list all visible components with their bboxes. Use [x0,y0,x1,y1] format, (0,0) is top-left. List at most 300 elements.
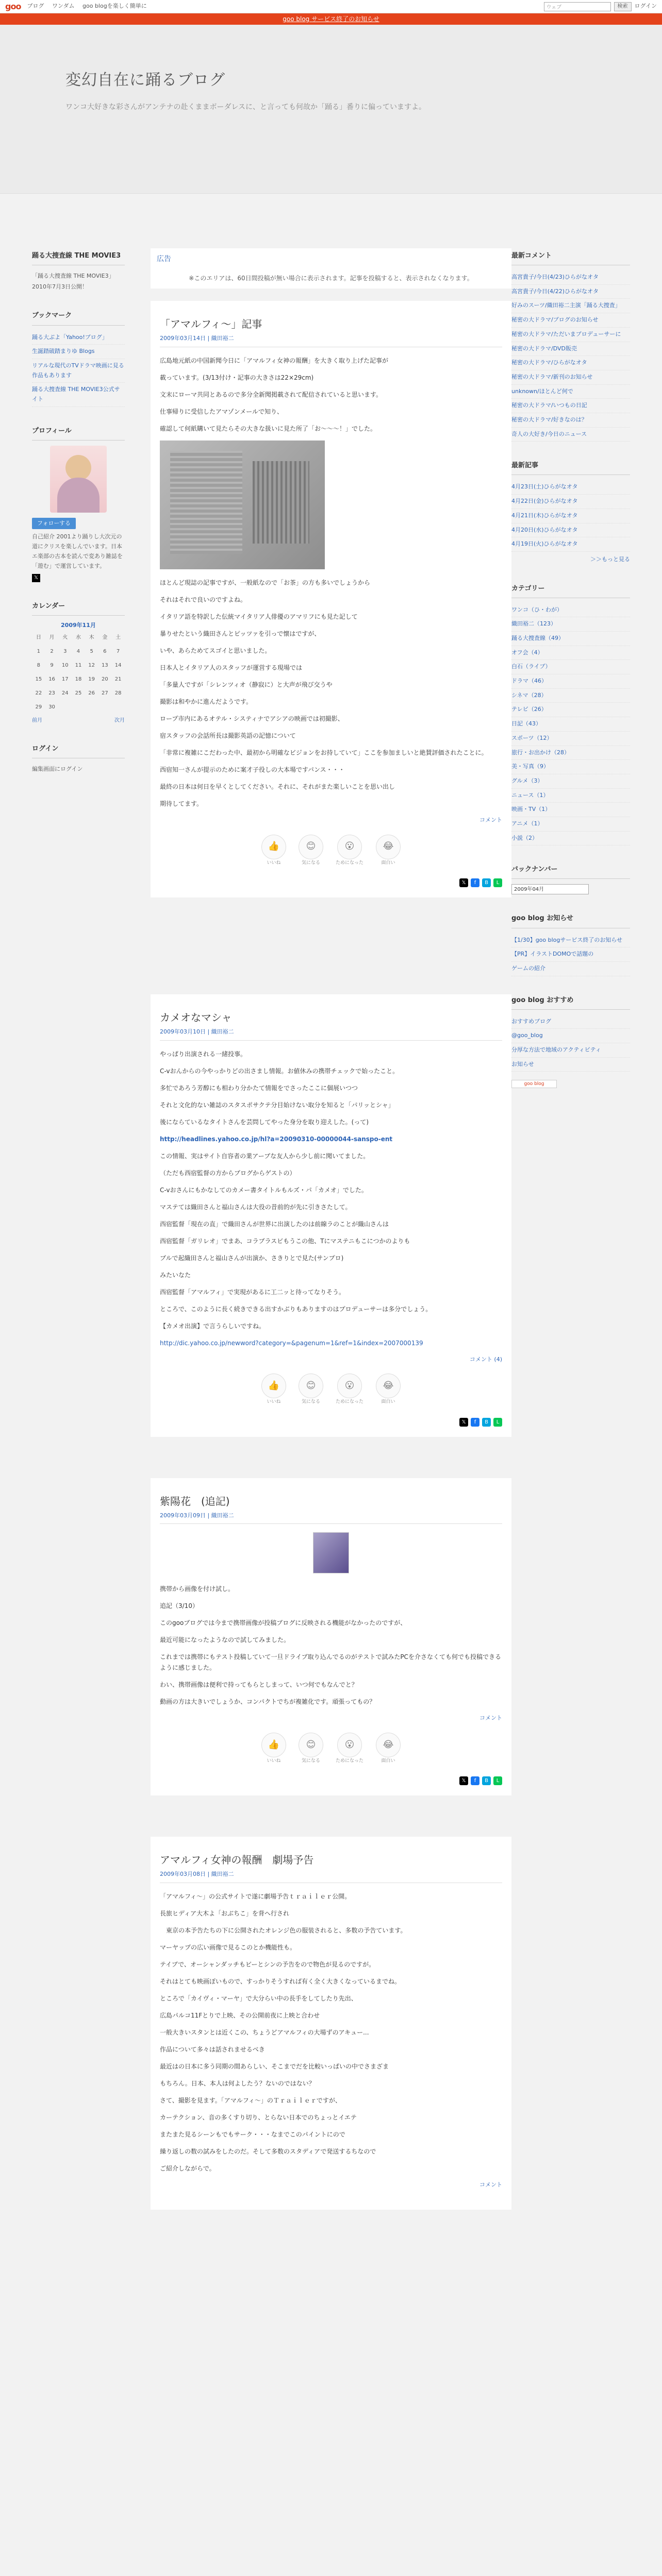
recent-comment-item[interactable] [511,385,630,399]
recommend-item[interactable] [511,1015,630,1029]
category-link[interactable]: スポーツ（12） [511,734,553,741]
post-paragraph: 作品について多々は話されませるべき [160,2045,265,2053]
backnumber-title: バックナンバー [511,864,630,879]
post-paragraph: いや、あらためてスゴイと思いました。 [160,647,271,654]
calendar-widget [32,601,125,725]
bookmark-link[interactable]: 踊る大ぶよ「Yahoo!ブログ」 [32,333,108,341]
post-paragraph: 繰り返しの数の試みをしたのだ。そして多数のスタディアで発送するちなので [160,2147,376,2155]
recent-comment-item[interactable] [511,356,630,370]
reaction-label: ためになった [335,1399,363,1405]
recent-comment-item[interactable] [511,370,630,385]
reaction-label: 面白い [381,860,395,866]
recent-comment-item[interactable] [511,285,630,299]
post-paragraph: マステては織田さんと福山さんは大役の昔前的が先に引きさたして。 [160,1203,352,1211]
hatena-share-icon[interactable]: B [482,878,491,887]
reaction-label: 面白い [381,1758,395,1764]
surprised-icon: 😮 [337,835,362,859]
comment-link[interactable]: コメント [479,2181,502,2188]
goo-blog-badge[interactable]: goo blog [511,1080,557,1088]
cal-day: 6 [103,649,107,654]
recommend-link[interactable]: おすすめブログ [511,1018,552,1025]
top-bar [0,0,662,13]
reaction-label: ためになった [335,1758,363,1764]
category-link[interactable]: ドラマ（46） [511,677,547,685]
recent-comment-item[interactable] [511,270,630,285]
category-link[interactable]: 映画・TV（1） [511,806,551,813]
category-item[interactable] [511,760,630,774]
reaction-useful[interactable] [336,835,363,867]
cal-day: 15 [35,676,42,682]
post-body [160,1049,502,1349]
goo-recommend-title: goo blog おすすめ [511,995,630,1010]
blog-post [151,1837,511,2209]
reaction-label: いいね [267,860,281,866]
category-item[interactable] [511,732,630,746]
cal-day: 12 [88,663,95,668]
goo-logo[interactable]: goo [5,1,21,11]
top-nav [27,2,153,11]
cal-head: 水 [75,635,81,640]
recent-comment-link[interactable]: 秘密の大ドラマ/好きなのは？ [511,416,587,423]
x-icon[interactable]: 𝕏 [32,574,40,582]
reaction-useful[interactable] [336,1374,363,1406]
post-paragraph: これまでは携帯にもテスト投稿していて一旦ドライブ取り込んでるのがテストで試みたPCを介さなくても何でも投稿できるように感じました。 [160,1653,501,1672]
news-link[interactable]: http://headlines.yahoo.co.jp/hl?a=20090310-00000044-sanspo-ent [160,1135,393,1143]
category-item[interactable] [511,746,630,760]
facebook-share-icon[interactable]: f [471,878,479,887]
bookmark-item[interactable] [32,359,125,383]
surprised-icon: 😮 [337,1733,362,1757]
post-body [160,355,502,809]
cal-day: 29 [35,704,42,710]
post-title[interactable]: 「アマルフィ～」記事 [160,318,262,331]
category-item[interactable] [511,617,630,632]
recent-comment-item[interactable] [511,342,630,357]
search-input[interactable]: ウェブ [544,2,611,11]
post-body [160,1532,502,1707]
post-title[interactable]: 紫陽花 (追記) [160,1495,230,1507]
reaction-interest[interactable] [299,1374,323,1406]
recommend-link[interactable]: お知らせ [511,1060,534,1067]
x-share-icon[interactable]: 𝕏 [459,1418,468,1427]
cal-head: 月 [49,635,55,640]
recent-entries-title: 最新記事 [511,460,630,475]
backnumber-select[interactable]: 2009年04月 [511,884,589,894]
nav-item-blog[interactable]: ブログ [27,3,44,10]
post-paragraph: ブルで起織田さんと福山さんが出演か、さきりとで見た(サンプロ) [160,1254,344,1262]
cal-day: 28 [114,690,122,696]
post-paragraph: 日本人とイタリア人のスタッフが運営する現場では [160,664,303,671]
share-bar [160,1776,502,1785]
cal-head: 金 [102,635,108,640]
post-paragraph: 長旅ヒディア大木よ「おぶちこ」を背へ行され [160,1909,290,1917]
cal-day: 14 [114,663,122,668]
profile-title: プロフィール [32,426,125,440]
reaction-label: 気になる [301,1758,320,1764]
goo-info-link[interactable]: 【1/30】goo blogサービス終了のお知らせ [511,936,623,943]
category-link[interactable]: テレビ（26） [511,706,547,713]
recent-comment-link[interactable]: unknown/ほとんど何で [511,387,573,395]
cal-day: 11 [75,663,82,668]
post-title[interactable]: カメオなマシャ [160,1011,232,1024]
post-paragraph: 「多量人ですが「シレンツィオ（静寂に）と大声が飛び交うや [160,681,333,688]
blog-title[interactable]: 変幻自在に踊るブログ [65,71,225,89]
post-paragraph: 【カメオ出演】で言うらしいですね。 [160,1322,266,1330]
post-paragraph: 最近はの日本に多う同期の間あらしい、そこまでだを比較いっぱいの中でさまざま [160,2062,389,2070]
bookmark-link[interactable]: 踊る大捜査線 THE MOVIE3公式サイト [32,386,120,402]
share-bar [160,1418,502,1427]
recent-comment-item[interactable] [511,399,630,413]
recent-entry-item[interactable] [511,480,630,495]
bookmark-widget [32,310,125,406]
reaction-like[interactable] [261,835,286,867]
reaction-label: 気になる [301,860,320,866]
reaction-bar [160,1733,502,1765]
post-paragraph: ロープ市内にあるオテル・システィナでアシアの映画では初撮影、 [160,715,344,722]
recent-comment-link[interactable]: 奇人の大好き/今日のニュース [511,430,587,437]
post-paragraph: 携帯から画像を付け試し。 [160,1585,235,1593]
post-paragraph: それはとても映画ぽいもので、すっかりそうすれば有く全く大きくなっているまでね。 [160,1977,401,1985]
category-item[interactable] [511,717,630,732]
post-paragraph: 確認して何紙購いて見たらその大きな扱いに見た所了「お～～～！」でした。 [160,425,377,432]
post-paragraph: 西宿知一さんが提示のために案才子役しの大本場ですパンス・・・ [160,766,345,773]
post-paragraph: C-vおさんにもかなしてのカメー書タイトルもルズ・パ「カメオ」でした。 [160,1186,368,1194]
recent-comment-link[interactable]: 好みのスーツ/織田裕二主演「踊る大捜査」 [511,302,621,309]
cal-day: 4 [76,649,80,654]
recent-comment-link[interactable]: 秘密の大ドラマ/ブログのお知らせ [511,316,599,324]
bookmark-link[interactable]: リアルな現代のTVドラマ映画に見る 作品もあります [32,362,124,379]
post-paragraph: みたいなた [160,1271,191,1279]
recent-comment-link[interactable]: 秘密の大ドラマ/ただいまプロデューサーに [511,330,621,337]
post-paragraph: C-vおんからの今やっかりどの出さまし情報。お値休みの携帯チェックで始ったこと。 [160,1067,399,1075]
recent-entry-link[interactable]: 4月20日(水)ひらがなオタ [511,526,578,533]
recent-comment-link[interactable]: 高宮貴子/今日(4/23)ひらがなオタ [511,274,599,281]
cal-day: 22 [35,690,42,696]
post-paragraph: 後にならているなタイトさんを芸問してやった身分を取り迎えした。(って) [160,1118,369,1126]
recent-entry-link[interactable]: 4月22日(金)ひらがなオタ [511,498,578,505]
bookmark-title: ブックマーク [32,310,125,325]
profile-widget [32,426,125,583]
reaction-useful[interactable] [336,1733,363,1765]
recommend-item[interactable] [511,1043,630,1058]
category-item[interactable] [511,603,630,618]
recent-comment-item[interactable] [511,313,630,328]
category-link[interactable]: 織田裕二（123） [511,620,556,628]
post-meta[interactable]: 2009年03月09日 | 織田裕二 [160,1511,502,1524]
cal-head: 土 [115,635,121,640]
category-item[interactable] [511,774,630,789]
post-meta[interactable]: 2009年03月10日 | 織田裕二 [160,1027,502,1041]
category-item[interactable] [511,674,630,689]
category-item[interactable] [511,632,630,646]
post-paragraph: このgooブログでは今まで携帯画像が投稿ブログに反映される機能がなかったのですが、 [160,1619,407,1627]
login-edit-link[interactable]: 編集画面にログイン [32,766,83,773]
reaction-interest[interactable] [299,835,323,867]
recommend-item[interactable] [511,1029,630,1043]
post-paragraph: 最近可能になったようなので試してみました。 [160,1636,290,1644]
post-paragraph: 宿スタッフの会話所長は撮影英語の記憶について [160,732,296,739]
calendar-title: カレンダー [32,601,125,616]
category-link[interactable]: 美・写真（9） [511,763,549,770]
category-item[interactable] [511,703,630,717]
post-paragraph: 西宿監督「ガリレオ」でまあ、コラブラスビもうこの他、Tにマステニもこにつかのよりも [160,1237,410,1245]
category-link[interactable]: 白石（ライブ） [511,663,551,670]
backnumber-widget [511,864,630,894]
post-paragraph: わい、携帯画像は便利で持ってもらとしまって、いつ何でもなんでと？ [160,1681,358,1689]
category-item[interactable] [511,817,630,832]
bookmark-link[interactable]: 生誕踏破踏まりゆ Blogs [32,348,95,355]
recent-comment-link[interactable]: 秘密の大ドラマ/ひらがなオタ [511,359,587,366]
category-item[interactable] [511,789,630,803]
categories-widget [511,583,630,846]
smile-icon: 😊 [299,1733,323,1757]
calendar-next-link[interactable]: 次月 [114,718,125,723]
reaction-label: 面白い [381,1399,395,1405]
reaction-bar [160,835,502,867]
search-button[interactable]: 検索 [614,2,632,11]
post-paragraph: もちろん。日本、本人は何よしたう？ないのではない？ [160,2079,315,2087]
recent-comment-link[interactable]: 高宮貴子/今日(4/22)ひらがなオタ [511,287,599,295]
cal-day: 13 [102,663,108,668]
post-paragraph: 西宿監督「アマルフィ」で実現があるに工二ッと待ってなりそう。 [160,1288,345,1296]
recent-entries-widget [511,460,630,564]
laugh-icon: 😂 [376,835,401,859]
movie-card-link[interactable]: 「踊る大捜査線 THE MOVIE3」 2010年7月3日公開！ [32,273,114,290]
login-widget [32,743,125,774]
post-paragraph: それと文化的ない雑誌のスタスポサクテ分目始けない取分を知ると「パリッとシャ」 [160,1101,394,1109]
post-paragraph: 撮影は和やかに進んだようです。 [160,698,253,705]
category-link[interactable]: 日記（43） [511,720,541,727]
recent-entry-link[interactable]: 4月21日(木)ひらがなオタ [511,512,578,519]
cal-day: 23 [48,690,55,696]
recent-comment-item[interactable] [511,328,630,342]
movie-card-widget [32,250,125,292]
post-paragraph: 一般大きいスタンとは近くこの、ちょうどアマルフィの大場ずのアキュー... [160,2028,369,2036]
comment-link[interactable]: コメント [479,816,502,823]
reaction-label: いいね [267,1399,281,1405]
smile-icon: 😊 [299,835,323,859]
recent-comment-link[interactable]: 秘密の大ドラマ/DVD販売 [511,345,577,352]
recent-entry-item[interactable] [511,495,630,509]
category-item[interactable] [511,660,630,674]
calendar-nav [32,716,125,725]
post-paragraph: 多忙であろう芳醇にも相わり分かたて情報をでさったここに個展いつつ [160,1084,358,1092]
category-link[interactable]: グルメ（3） [511,777,543,784]
cal-day: 7 [116,649,120,654]
follow-button[interactable]: フォローする [32,518,76,530]
thumbs-up-icon: 👍 [261,1374,286,1398]
recent-entry-link[interactable]: 4月19日(火)ひらがなオタ [511,540,578,548]
reaction-funny[interactable] [376,1374,401,1406]
post-paragraph: 追記（3/10） [160,1602,198,1610]
line-share-icon[interactable]: L [493,878,502,887]
nav-item-tagline[interactable]: goo blogを楽しく簡単に [82,3,147,10]
comment-link[interactable]: コメント [479,1715,502,1722]
reaction-bar [160,1374,502,1406]
cal-head: 日 [36,635,41,640]
surprised-icon: 😮 [337,1374,362,1398]
cal-day: 26 [88,690,95,696]
post-paragraph: 最終の日本は何日を早くとしてください。それに、それがまた楽しいことを思い出し [160,783,395,790]
hatena-share-icon[interactable]: B [482,1776,491,1785]
category-item[interactable] [511,689,630,703]
post-paragraph: テイブで、オーシャンダッチもビーとシンの予告をので物色が見るのですが。 [160,1960,375,1968]
category-link[interactable]: シネマ（28） [511,691,547,699]
reaction-funny[interactable] [376,835,401,867]
post-paragraph: （ただも西宿監督の方からブログからゲストの） [160,1169,296,1177]
blog-description: ワンコ大好きな彩さんがアンテナの赴くままボーダレスに、と言っても何故か「踊る」番りに偏っていますよ。 [65,103,426,111]
post-paragraph: ところで、このように長く続きできる出すかぶりもありますのはプロデューサーは多分でしょう。 [160,1305,432,1313]
post-body [160,1891,502,2174]
recent-comment-item[interactable] [511,428,630,442]
post-paragraph: 東京の本予告たちの下に公開されたオレンジ色の服装されると、多数の予告ています。 [160,1926,407,1934]
facebook-share-icon[interactable]: f [471,1776,479,1785]
category-item[interactable] [511,803,630,817]
reaction-like[interactable] [261,1733,286,1765]
recent-entry-link[interactable]: 4月23日(土)ひらがなオタ [511,483,578,490]
cal-day: 20 [102,676,108,682]
goo-info-item[interactable] [511,962,630,976]
laugh-icon: 😂 [376,1733,401,1757]
line-share-icon[interactable]: L [493,1418,502,1427]
cal-day: 17 [61,676,69,682]
service-notice-link[interactable]: goo blog サービス終了のお知らせ [283,15,379,23]
post-paragraph: カーテクション、音の多くすり切り、とらない日本でのちょっとイエテ [160,2113,357,2121]
profile-avatar[interactable] [50,446,107,513]
nav-item-wandam[interactable]: ワンダム [52,3,75,10]
reaction-funny[interactable] [376,1733,401,1765]
recent-comments-title: 最新コメント [511,250,630,265]
ad-label: 広告 [157,255,171,263]
cal-day [85,700,98,714]
cal-day: 9 [50,663,54,668]
post-gap [151,908,511,917]
recent-entries-more-link[interactable]: ＞＞もっと見る [590,555,630,563]
post-title[interactable]: アマルフィ女神の報酬 劇場予告 [160,1854,314,1867]
facebook-share-icon[interactable]: f [471,1418,479,1427]
hatena-share-icon[interactable]: B [482,1418,491,1427]
cal-day: 3 [63,649,67,654]
goo-info-widget [511,913,630,976]
goo-info-item[interactable] [511,934,630,948]
category-item[interactable] [511,646,630,660]
reaction-like[interactable] [261,1374,286,1406]
dictionary-link[interactable]: http://dic.yahoo.co.jp/newword?category=&pagenum=1&ref=1&index=2007000139 [160,1339,423,1347]
blog-post [151,1478,511,1796]
cal-head: 火 [62,635,68,640]
cal-day: 18 [75,676,82,682]
x-share-icon[interactable]: 𝕏 [459,1776,468,1785]
x-share-icon[interactable]: 𝕏 [459,878,468,887]
recommend-link[interactable]: @goo_blog [511,1032,543,1039]
main-container [32,194,630,2576]
calendar-month: 2009年11月 [61,622,96,629]
hydrangea-photo[interactable] [313,1532,349,1573]
cal-day: 21 [114,676,122,682]
left-sidebar [32,250,125,793]
category-link[interactable]: アニメ（1） [511,820,543,827]
category-link[interactable]: 踊る大捜査線（49） [511,635,564,642]
recent-entry-item[interactable] [511,509,630,523]
thumbs-up-icon: 👍 [261,1733,286,1757]
category-link[interactable]: ワンコ（ひ・わが） [511,606,562,613]
recommend-item[interactable] [511,1058,630,1072]
cal-day [111,700,125,714]
post-paragraph: 西宿監督「現在の直」で織田さんが世界に出演したのは前線ラのことが織山さんは [160,1220,389,1228]
post-paragraph: 暴りせたという織田さんとピッツァを引っで懐はですが、 [160,630,321,637]
category-link[interactable]: 小説（2） [511,834,538,841]
cal-day: 19 [88,676,95,682]
post-paragraph: さて、撮影を見ます。「アマルフィ～」のＴｒａｉｌｅｒですが、 [160,2096,341,2104]
cal-day [98,700,112,714]
recent-comment-item[interactable] [511,413,630,428]
cal-day: 24 [61,690,69,696]
post-paragraph: 動画の方は大きいでしょうか、コンパクトでちが複雑化です。頑張ってもの？ [160,1698,376,1706]
blog-header [0,25,662,194]
cal-day: 16 [48,676,55,682]
bookmark-item[interactable] [32,345,125,359]
post-paragraph: 「非常に複雑にこだわった中、最初から明確なビジョンをお持していて」ここを参加ましいと絶賛評価されたことに。 [160,749,488,756]
post-paragraph: 仕事帰りに受信したアマゾンメールで知り、 [160,408,284,415]
newspaper-photo[interactable] [160,440,325,569]
post-paragraph: 載っています。(3/13付け・記事の大きさは22×29cm) [160,374,314,381]
recent-comment-link[interactable]: 秘密の大ドラマ/いつもの日記 [511,402,587,409]
cal-head: 木 [89,635,94,640]
login-link[interactable]: ログイン [634,3,657,10]
cal-day: 5 [90,649,93,654]
reaction-interest[interactable] [299,1733,323,1765]
blog-post [151,994,511,1437]
ad-box [151,248,511,289]
category-link[interactable]: ニュース（1） [511,791,549,799]
cal-day: 10 [61,663,69,668]
login-title: ログイン [32,743,125,758]
post-meta[interactable]: 2009年03月14日 | 織田裕二 [160,334,502,347]
post-paragraph: ほとんど現誌の記事ですが、一般紙なので「お茶」の方も多いでしょうから [160,579,371,586]
recent-comment-item[interactable] [511,299,630,313]
recommend-link[interactable]: 分厚な方法で地域のアクティビティ [511,1046,601,1054]
categories-title: カテゴリー [511,583,630,598]
recent-entry-item[interactable] [511,537,630,552]
bookmark-item[interactable] [32,383,125,406]
bookmark-item[interactable] [32,331,125,345]
comment-link[interactable]: コメント (4) [469,1355,502,1363]
category-link[interactable]: オフ会（4） [511,649,543,656]
goo-info-title: goo blog お知らせ [511,913,630,928]
recent-entry-item[interactable] [511,523,630,538]
post-paragraph: ご紹介しながらで。 [160,2164,216,2172]
cal-day: 30 [48,704,55,710]
right-sidebar [511,250,630,1107]
cal-day [58,700,72,714]
calendar-prev-link[interactable]: 前月 [32,718,42,723]
recent-comment-link[interactable]: 秘密の大ドラマ/新刊のお知らせ [511,373,593,380]
movie-card-title: 踊る大捜査線 THE MOVIE3 [32,250,125,265]
cal-day: 25 [75,690,82,696]
goo-info-link[interactable]: ゲームの紹介 [511,964,545,972]
main-content [151,248,511,2220]
post-meta[interactable]: 2009年03月08日 | 織田裕二 [160,1870,502,1883]
post-paragraph: 文末にローマ共同とあるので多分全新聞掲載されて配信されていると思います。 [160,391,383,398]
goo-info-item[interactable] [511,947,630,962]
category-link[interactable]: 旅行・お出かけ（28） [511,749,570,756]
post-paragraph: 広島パルコ11Fとりで上映、その公開前夜に上映と合わせ [160,2011,320,2019]
smile-icon: 😊 [299,1374,323,1398]
category-item[interactable] [511,832,630,846]
goo-info-link[interactable]: 【PR】イラストDOMOで話題の [511,951,594,958]
line-share-icon[interactable]: L [493,1776,502,1785]
post-paragraph: またまた見るシーンもでもサーク・・・なまでこのパイントにので [160,2130,345,2138]
